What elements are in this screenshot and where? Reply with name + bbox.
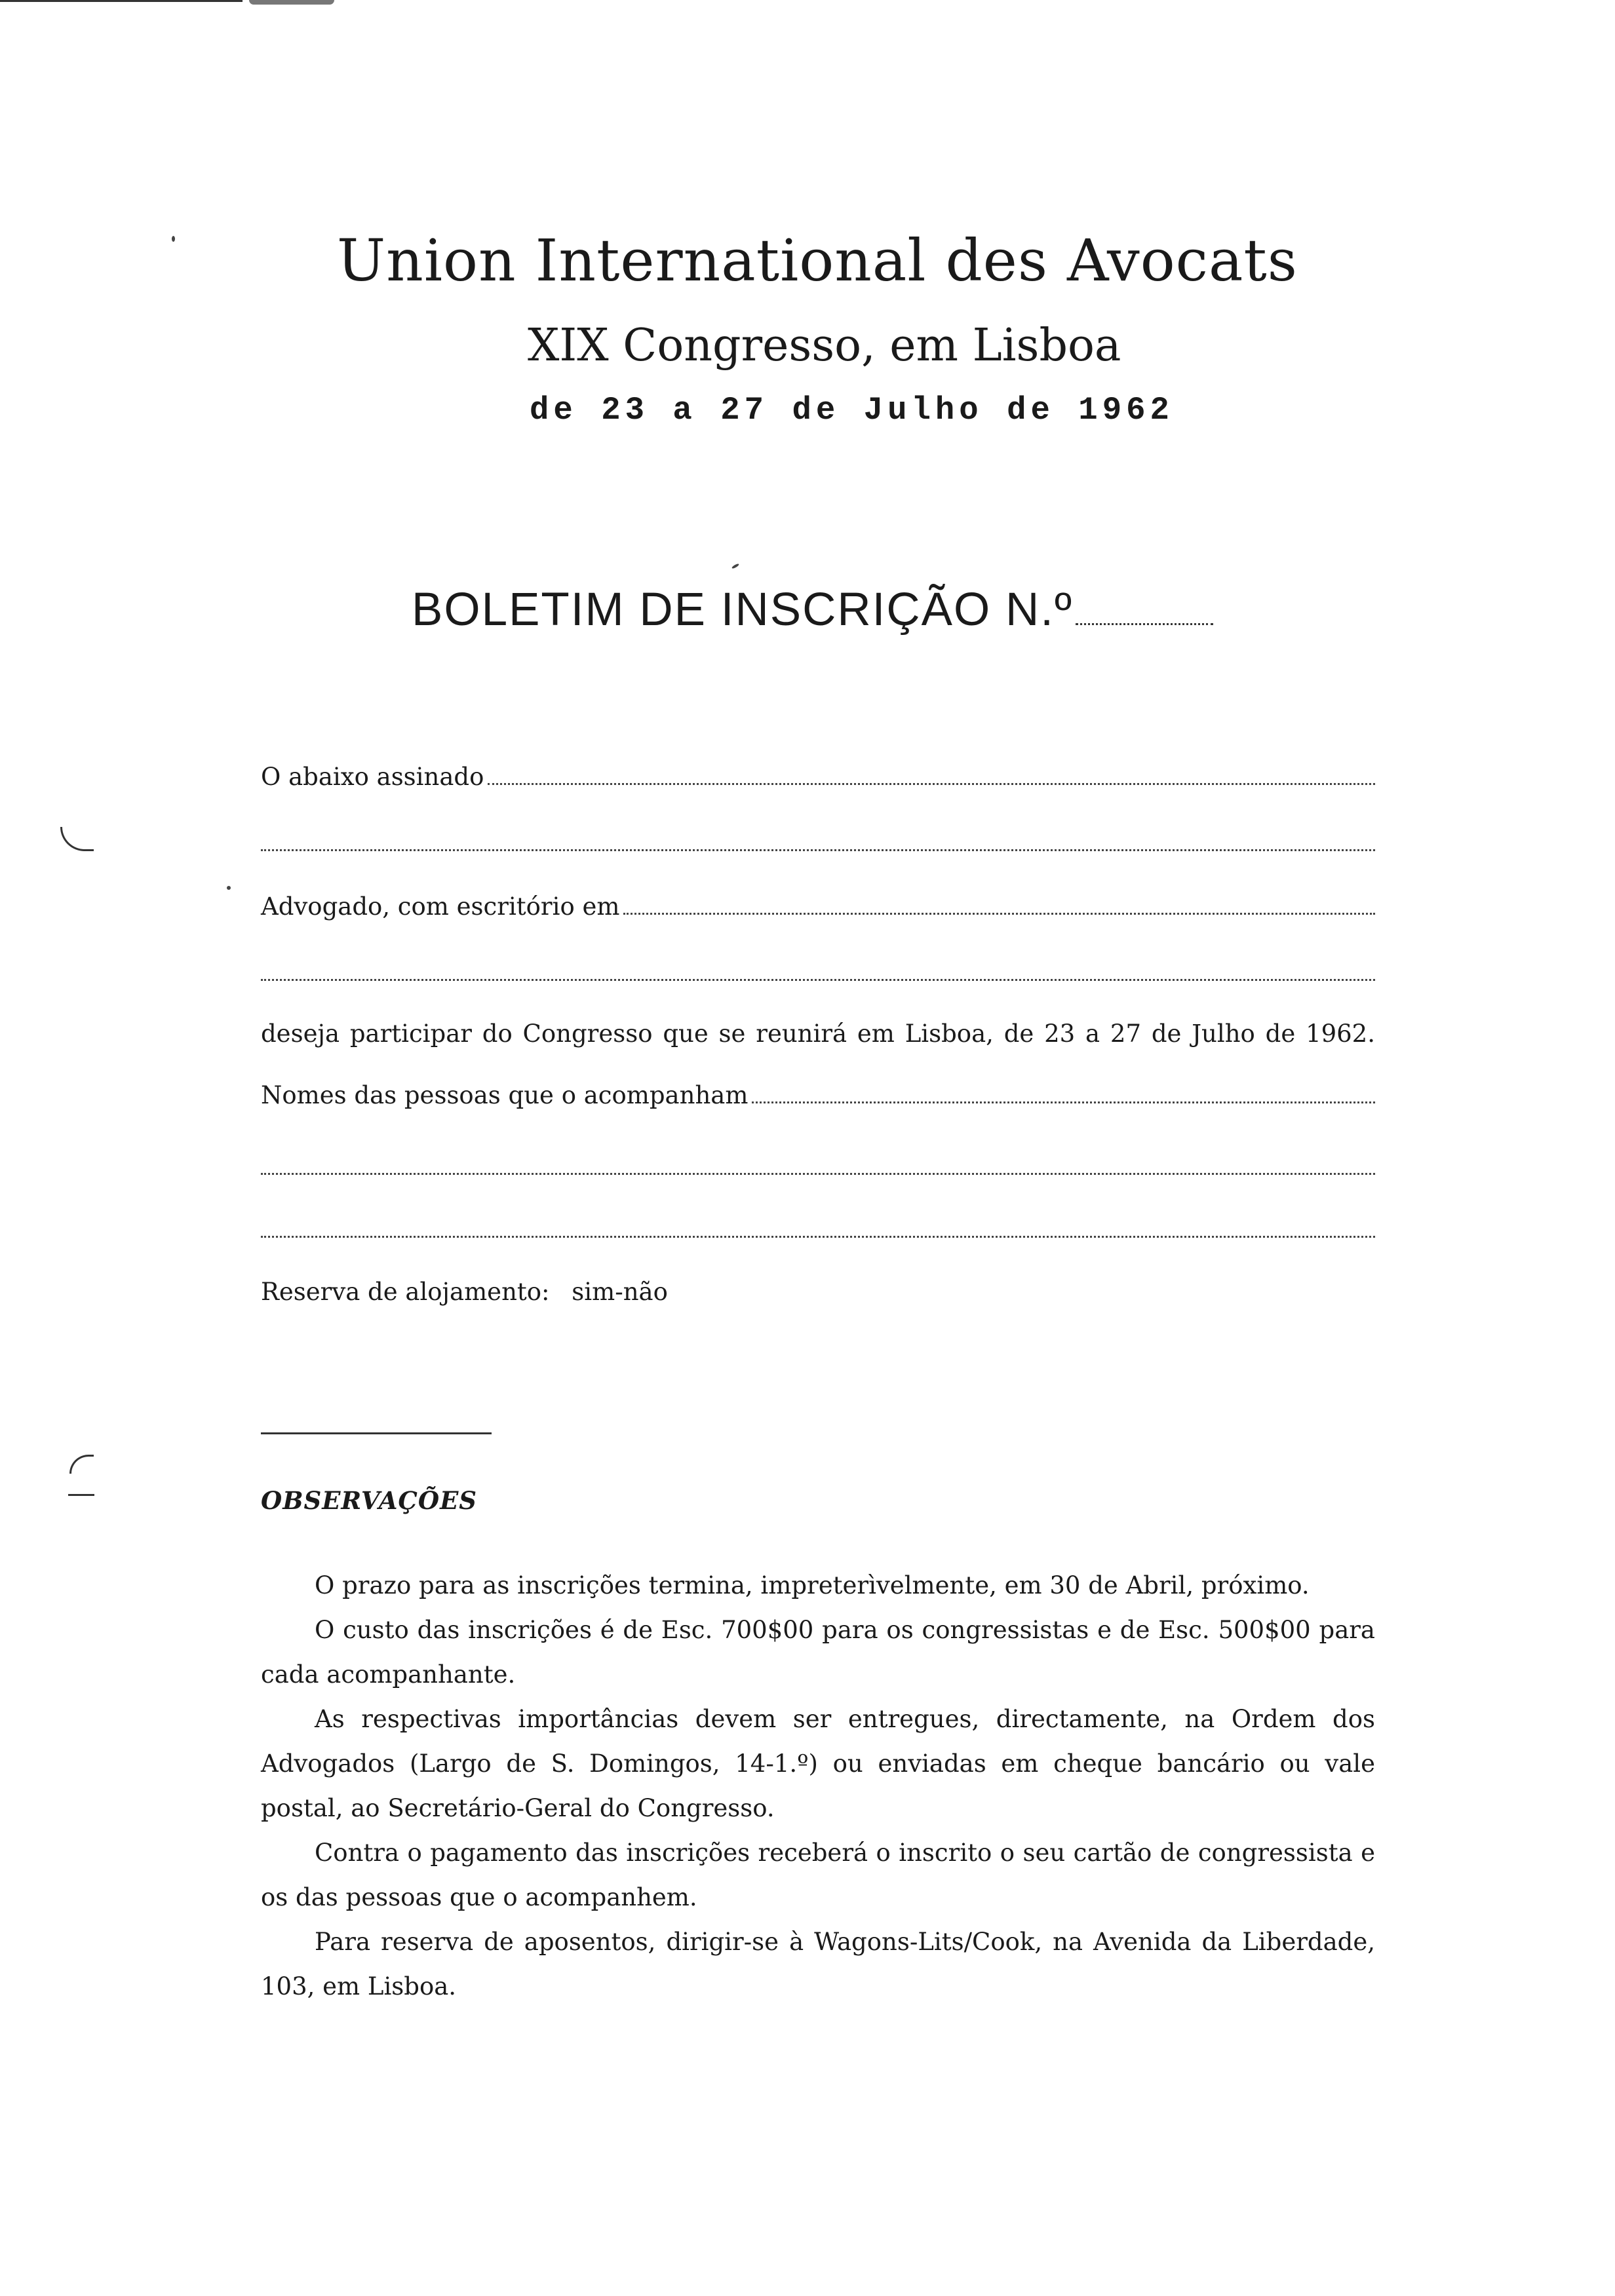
scan-mark [60, 827, 94, 851]
form-title-text: BOLETIM DE INSCRIÇÃO N.º [412, 584, 1073, 636]
scan-edge-line [0, 0, 243, 2]
observation-fees: O custo das inscrições é de Esc. 700$00 para os congressistas e de Esc. 500$00 para cada acompanhante. [261, 1616, 1375, 1689]
signer-name-field-continued[interactable] [261, 849, 1375, 851]
lodging-options[interactable]: sim-não [572, 1278, 668, 1306]
companions-label: Nomes das pessoas que o acompanham [261, 1081, 749, 1109]
office-label: Advogado, com escritório em [261, 892, 620, 921]
office-location-field-continued[interactable] [261, 979, 1375, 981]
scan-smudge [249, 0, 334, 5]
companions-field[interactable] [752, 1101, 1375, 1103]
organization-title: Union International des Avocats [337, 227, 1298, 294]
form-number-field[interactable] [1076, 623, 1213, 625]
office-row [261, 892, 1375, 921]
companions-field-continued[interactable] [261, 1236, 1375, 1238]
observation-cards: Contra o pagamento das inscrições receberá o inscrito o seu cartão de congressista e os das pessoas que o acompanhem. [261, 1839, 1375, 1911]
signer-name-field[interactable] [488, 782, 1375, 785]
observation-payment: As respectivas importâncias devem ser entregues, directamente, na Ordem dos Advogados (Largo de S. Domingos, 14-1.º) ou enviadas em cheque bancário ou vale postal, ao Secretário-Geral do Congresso. [261, 1705, 1375, 1822]
congress-subtitle: XIX Congresso, em Lisboa [528, 320, 1121, 372]
scan-speck [227, 886, 231, 890]
scan-mark [68, 1487, 94, 1496]
signer-label: O abaixo assinado [261, 763, 484, 791]
scan-mark [69, 1455, 94, 1474]
observations-heading: OBSERVAÇÕES [261, 1486, 477, 1515]
lodging-label: Reserva de alojamento: [261, 1278, 550, 1306]
congress-dates: de 23 a 27 de Julho de 1962 [530, 392, 1174, 429]
observations-body [261, 1563, 1375, 2009]
signer-row [261, 763, 1375, 791]
observation-deadline: O prazo para as inscrições termina, impreterìvelmente, em 30 de Abril, próximo. [315, 1571, 1310, 1599]
section-divider [261, 1432, 492, 1434]
office-location-field[interactable] [623, 912, 1375, 915]
participation-statement: deseja participar do Congresso que se reunirá em Lisboa, de 23 a 27 de Julho de 1962. [261, 1020, 1375, 1048]
scan-speck [731, 563, 739, 569]
form-title [412, 583, 1213, 636]
lodging-row [261, 1278, 668, 1306]
companions-field-continued[interactable] [261, 1173, 1375, 1175]
observation-lodging: Para reserva de aposentos, dirigir-se à Wagons-Lits/Cook, na Avenida da Liberdade, 103, em Lisboa. [261, 1928, 1375, 2000]
companions-row [261, 1081, 1375, 1109]
